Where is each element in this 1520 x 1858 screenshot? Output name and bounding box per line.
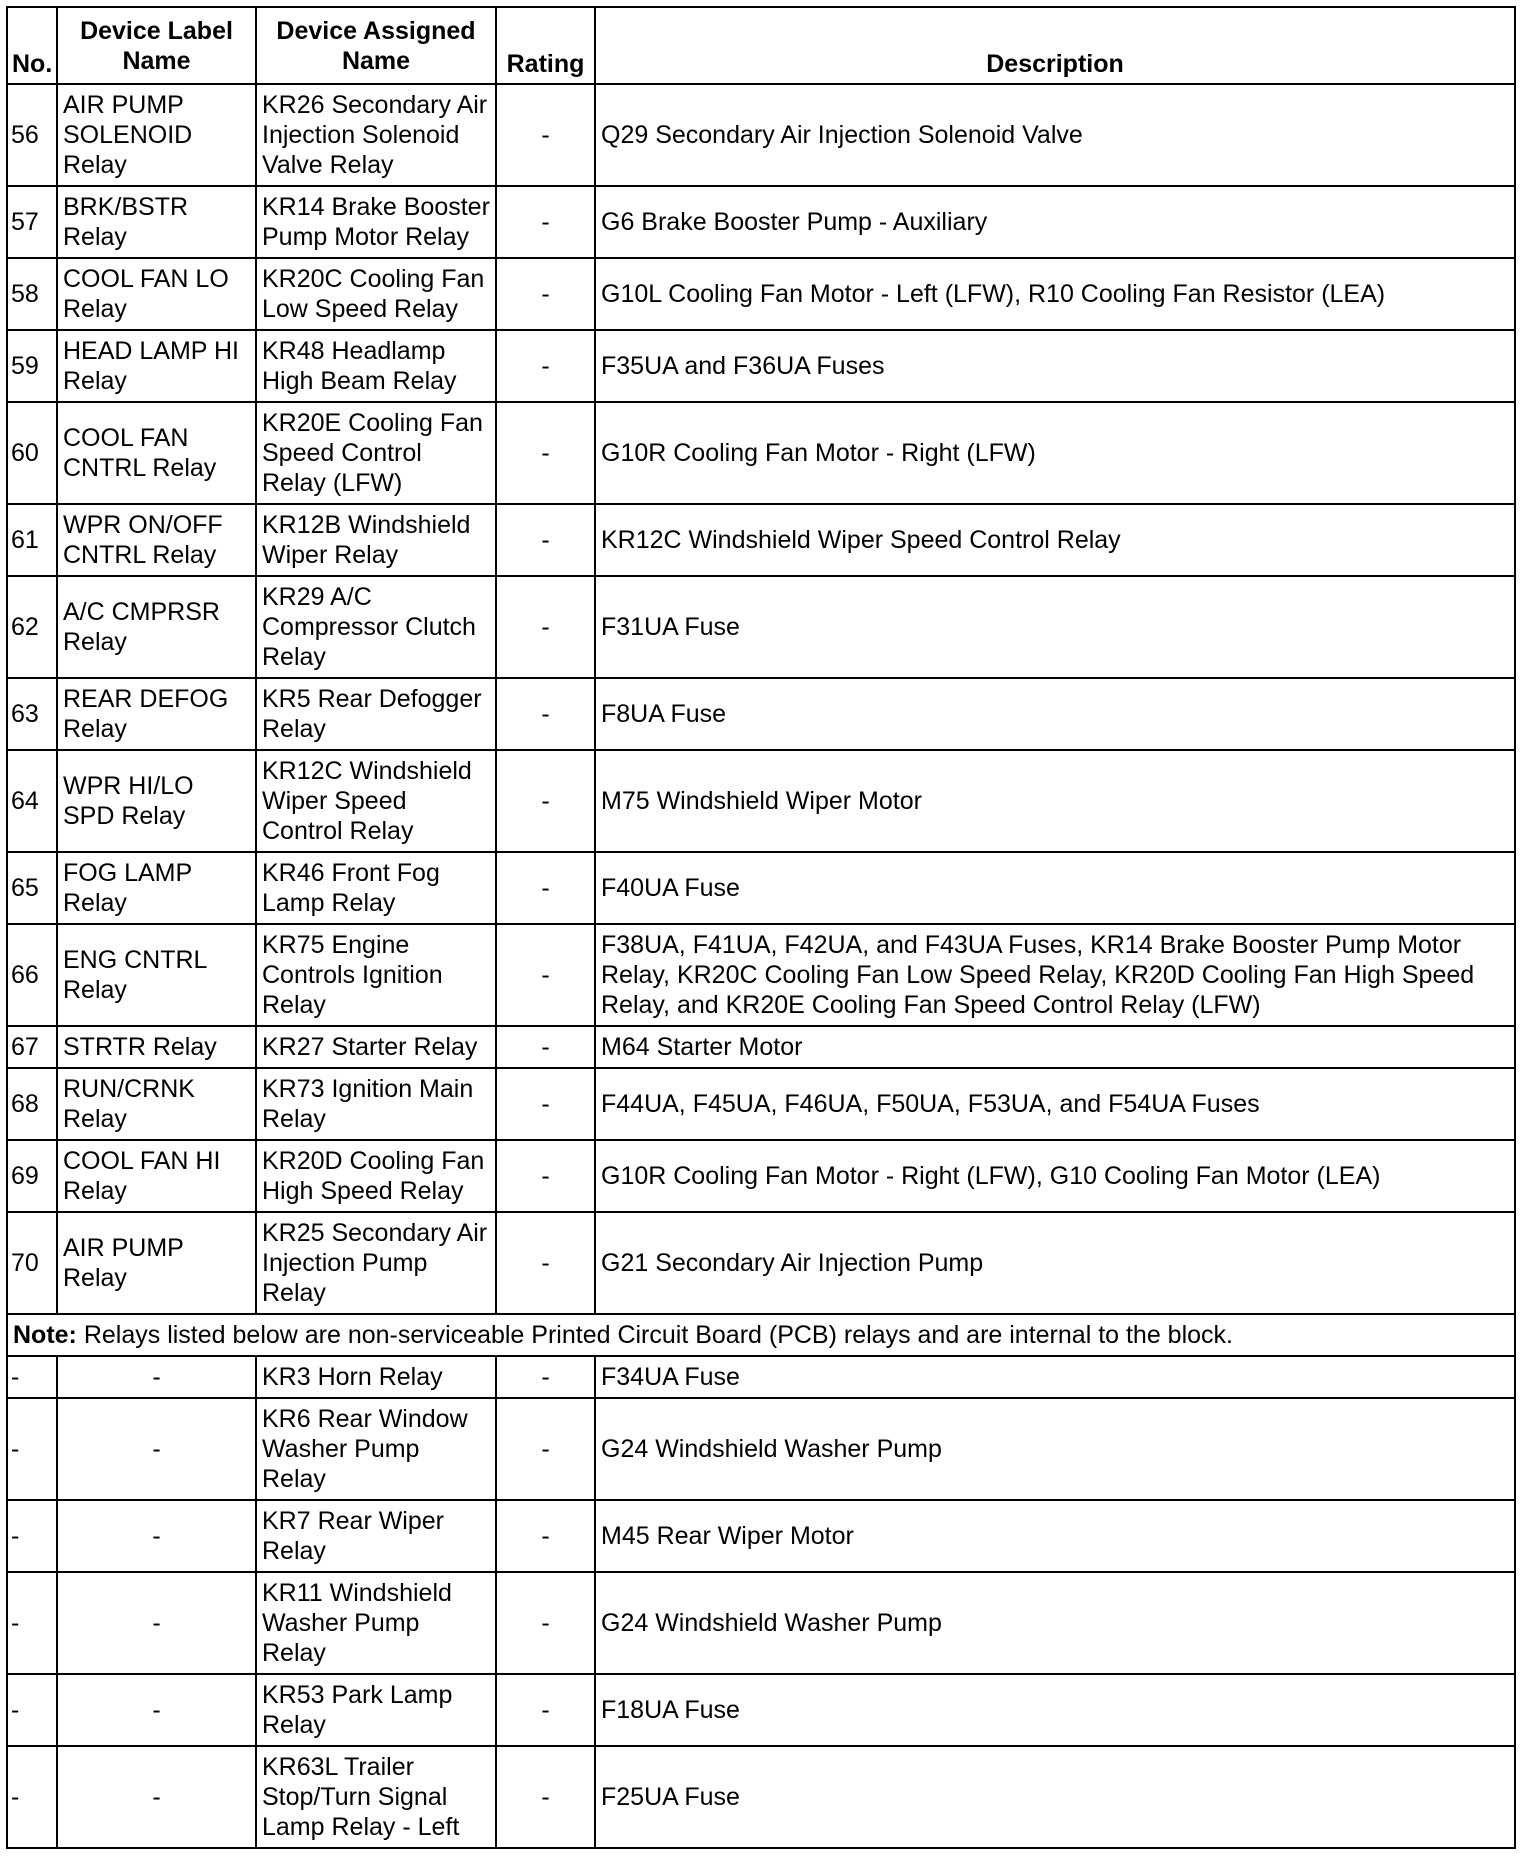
cell-description: G21 Secondary Air Injection Pump (595, 1212, 1515, 1314)
cell-label: A/C CMPRSR Relay (57, 576, 256, 678)
cell-rating: - (496, 1356, 595, 1398)
cell-no: - (7, 1572, 57, 1674)
cell-rating: - (496, 84, 595, 186)
header-device-assigned-name (256, 7, 496, 84)
cell-assigned: KR20C Cooling Fan Low Speed Relay (256, 258, 496, 330)
cell-assigned: KR7 Rear Wiper Relay (256, 1500, 496, 1572)
header-rating: Rating (496, 7, 595, 84)
cell-label: COOL FAN HI Relay (57, 1140, 256, 1212)
cell-description: G24 Windshield Washer Pump (595, 1572, 1515, 1674)
cell-description: G10L Cooling Fan Motor - Left (LFW), R10 Cooling Fan Resistor (LEA) (595, 258, 1515, 330)
cell-description: KR12C Windshield Wiper Speed Control Relay (595, 504, 1515, 576)
table-row (7, 1500, 1515, 1572)
cell-description: G10R Cooling Fan Motor - Right (LFW) (595, 402, 1515, 504)
cell-description: F34UA Fuse (595, 1356, 1515, 1398)
cell-assigned: KR3 Horn Relay (256, 1356, 496, 1398)
table-row (7, 186, 1515, 258)
relay-table (6, 6, 1516, 1849)
cell-label: - (57, 1500, 256, 1572)
cell-no: - (7, 1398, 57, 1500)
table-row (7, 504, 1515, 576)
header-no: No. (7, 7, 57, 84)
cell-label: RUN/CRNK Relay (57, 1068, 256, 1140)
cell-rating: - (496, 1674, 595, 1746)
cell-assigned: KR12C Windshield Wiper Speed Control Relay (256, 750, 496, 852)
cell-description: F40UA Fuse (595, 852, 1515, 924)
note-cell (7, 1314, 1515, 1356)
table-row (7, 678, 1515, 750)
cell-description: F31UA Fuse (595, 576, 1515, 678)
cell-no: 68 (7, 1068, 57, 1140)
cell-label: STRTR Relay (57, 1026, 256, 1068)
cell-description: M45 Rear Wiper Motor (595, 1500, 1515, 1572)
cell-assigned: KR20E Cooling Fan Speed Control Relay (LFW) (256, 402, 496, 504)
cell-label: REAR DEFOG Relay (57, 678, 256, 750)
table-row (7, 1746, 1515, 1848)
header-row (7, 7, 1515, 84)
cell-label: AIR PUMP SOLENOID Relay (57, 84, 256, 186)
cell-no: 61 (7, 504, 57, 576)
cell-description: F38UA, F41UA, F42UA, and F43UA Fuses, KR14 Brake Booster Pump Motor Relay, KR20C Cooling Fan Low Speed Relay, KR20D Cooling Fan High Speed Relay, and KR20E Cooling Fan Speed Control Relay (LFW) (595, 924, 1515, 1026)
cell-no: 57 (7, 186, 57, 258)
cell-description: F8UA Fuse (595, 678, 1515, 750)
cell-label: WPR HI/LO SPD Relay (57, 750, 256, 852)
cell-label: HEAD LAMP HI Relay (57, 330, 256, 402)
cell-no: 63 (7, 678, 57, 750)
cell-label: BRK/BSTR Relay (57, 186, 256, 258)
cell-assigned: KR12B Windshield Wiper Relay (256, 504, 496, 576)
header-assigned-line1: Device Assigned (276, 16, 476, 45)
cell-no: 66 (7, 924, 57, 1026)
cell-rating: - (496, 186, 595, 258)
cell-no: - (7, 1674, 57, 1746)
cell-rating: - (496, 504, 595, 576)
cell-description: Q29 Secondary Air Injection Solenoid Valve (595, 84, 1515, 186)
cell-no: 60 (7, 402, 57, 504)
cell-no: - (7, 1746, 57, 1848)
cell-label: - (57, 1572, 256, 1674)
cell-no: 62 (7, 576, 57, 678)
cell-description: M64 Starter Motor (595, 1026, 1515, 1068)
table-row (7, 924, 1515, 1026)
cell-rating: - (496, 852, 595, 924)
cell-label: - (57, 1356, 256, 1398)
note-row (7, 1314, 1515, 1356)
cell-label: - (57, 1746, 256, 1848)
table-row (7, 84, 1515, 186)
table-row (7, 258, 1515, 330)
cell-no: 69 (7, 1140, 57, 1212)
cell-assigned: KR75 Engine Controls Ignition Relay (256, 924, 496, 1026)
cell-rating: - (496, 1500, 595, 1572)
cell-rating: - (496, 1212, 595, 1314)
header-label-line1: Device Label (80, 16, 233, 45)
cell-description: G24 Windshield Washer Pump (595, 1398, 1515, 1500)
cell-assigned: KR14 Brake Booster Pump Motor Relay (256, 186, 496, 258)
cell-no: 70 (7, 1212, 57, 1314)
cell-description: G10R Cooling Fan Motor - Right (LFW), G10 Cooling Fan Motor (LEA) (595, 1140, 1515, 1212)
cell-description: F35UA and F36UA Fuses (595, 330, 1515, 402)
cell-rating: - (496, 1068, 595, 1140)
cell-label: AIR PUMP Relay (57, 1212, 256, 1314)
cell-no: 56 (7, 84, 57, 186)
cell-no: 58 (7, 258, 57, 330)
cell-no: 64 (7, 750, 57, 852)
table-row (7, 330, 1515, 402)
table-row (7, 576, 1515, 678)
cell-label: FOG LAMP Relay (57, 852, 256, 924)
cell-description: F18UA Fuse (595, 1674, 1515, 1746)
cell-description: F44UA, F45UA, F46UA, F50UA, F53UA, and F54UA Fuses (595, 1068, 1515, 1140)
cell-assigned: KR46 Front Fog Lamp Relay (256, 852, 496, 924)
note-text: Relays listed below are non-serviceable Printed Circuit Board (PCB) relays and are internal to the block. (76, 1321, 1233, 1349)
cell-assigned: KR26 Secondary Air Injection Solenoid Valve Relay (256, 84, 496, 186)
cell-assigned: KR73 Ignition Main Relay (256, 1068, 496, 1140)
header-description: Description (595, 7, 1515, 84)
cell-description: G6 Brake Booster Pump - Auxiliary (595, 186, 1515, 258)
cell-rating: - (496, 1140, 595, 1212)
cell-label: ENG CNTRL Relay (57, 924, 256, 1026)
header-label-line2: Name (122, 46, 191, 75)
cell-no: 67 (7, 1026, 57, 1068)
cell-assigned: KR5 Rear Defogger Relay (256, 678, 496, 750)
cell-rating: - (496, 576, 595, 678)
table-row (7, 1356, 1515, 1398)
cell-no: 59 (7, 330, 57, 402)
cell-rating: - (496, 678, 595, 750)
cell-no: - (7, 1500, 57, 1572)
cell-rating: - (496, 402, 595, 504)
table-row (7, 852, 1515, 924)
cell-assigned: KR25 Secondary Air Injection Pump Relay (256, 1212, 496, 1314)
cell-description: M75 Windshield Wiper Motor (595, 750, 1515, 852)
cell-rating: - (496, 1572, 595, 1674)
cell-label: COOL FAN LO Relay (57, 258, 256, 330)
cell-label: COOL FAN CNTRL Relay (57, 402, 256, 504)
cell-rating: - (496, 924, 595, 1026)
cell-no: - (7, 1356, 57, 1398)
header-device-label-name (57, 7, 256, 84)
cell-assigned: KR27 Starter Relay (256, 1026, 496, 1068)
header-assigned-line2: Name (341, 46, 411, 75)
cell-assigned: KR48 Headlamp High Beam Relay (256, 330, 496, 402)
cell-assigned: KR29 A/C Compressor Clutch Relay (256, 576, 496, 678)
table-row (7, 1212, 1515, 1314)
cell-no: 65 (7, 852, 57, 924)
table-row (7, 1068, 1515, 1140)
table-row (7, 1026, 1515, 1068)
table-row (7, 1572, 1515, 1674)
table-row (7, 750, 1515, 852)
cell-label: - (57, 1674, 256, 1746)
cell-rating: - (496, 1746, 595, 1848)
note-label: Note: (13, 1321, 77, 1349)
cell-description: F25UA Fuse (595, 1746, 1515, 1848)
table-row (7, 1674, 1515, 1746)
cell-assigned: KR53 Park Lamp Relay (256, 1674, 496, 1746)
cell-rating: - (496, 330, 595, 402)
cell-assigned: KR6 Rear Window Washer Pump Relay (256, 1398, 496, 1500)
cell-assigned: KR11 Windshield Washer Pump Relay (256, 1572, 496, 1674)
table-row (7, 1398, 1515, 1500)
cell-rating: - (496, 258, 595, 330)
cell-label: WPR ON/OFF CNTRL Relay (57, 504, 256, 576)
cell-label: - (57, 1398, 256, 1500)
table-row (7, 1140, 1515, 1212)
table-row (7, 402, 1515, 504)
cell-rating: - (496, 750, 595, 852)
cell-assigned: KR63L Trailer Stop/Turn Signal Lamp Relay - Left (256, 1746, 496, 1848)
cell-rating: - (496, 1398, 595, 1500)
cell-rating: - (496, 1026, 595, 1068)
cell-assigned: KR20D Cooling Fan High Speed Relay (256, 1140, 496, 1212)
